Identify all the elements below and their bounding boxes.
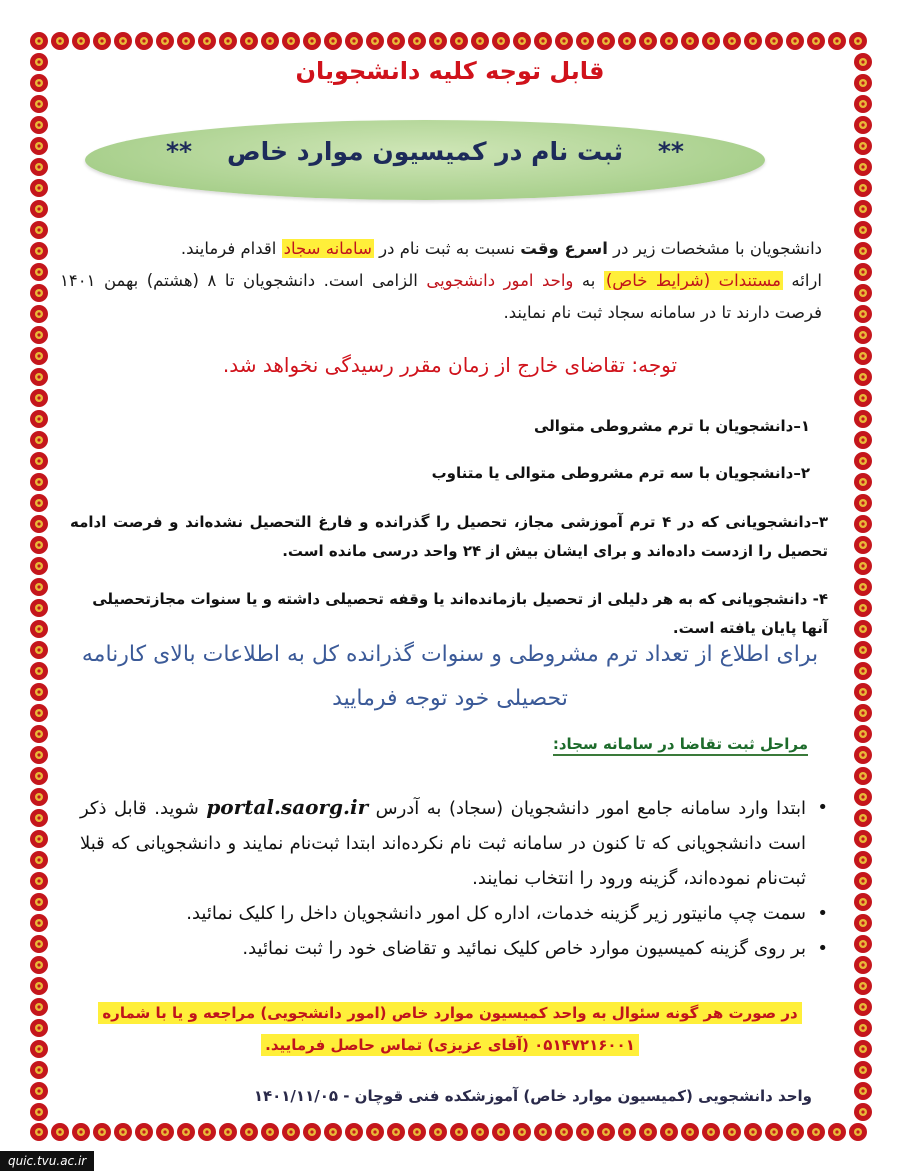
border-left <box>28 30 50 1143</box>
border-flower-icon <box>30 809 48 827</box>
border-flower-icon <box>282 1123 300 1141</box>
border-flower-icon <box>854 851 872 869</box>
border-flower-icon <box>30 389 48 407</box>
highlight-documents: مستندات (شرایط خاص) <box>605 271 781 290</box>
border-flower-icon <box>30 725 48 743</box>
border-flower-icon <box>345 1123 363 1141</box>
border-flower-icon <box>471 1123 489 1141</box>
border-flower-icon <box>303 1123 321 1141</box>
border-flower-icon <box>723 32 741 50</box>
steps-list <box>80 790 828 966</box>
intro-text: نسبت به ثبت نام در <box>373 239 521 258</box>
border-flower-icon <box>30 494 48 512</box>
border-flower-icon <box>854 74 872 92</box>
border-flower-icon <box>854 1040 872 1058</box>
border-flower-icon <box>93 1123 111 1141</box>
border-flower-icon <box>345 32 363 50</box>
border-flower-icon <box>618 32 636 50</box>
border-flower-icon <box>854 809 872 827</box>
border-flower-icon <box>854 137 872 155</box>
star-decoration: ** <box>657 137 684 166</box>
step-text: ابتدا وارد سامانه جامع امور دانشجویان (سجاد) به آدرس <box>368 798 806 819</box>
border-flower-icon <box>177 1123 195 1141</box>
border-flower-icon <box>30 452 48 470</box>
banner-title-text: ثبت نام در کمیسیون موارد خاص <box>226 137 624 166</box>
border-flower-icon <box>597 1123 615 1141</box>
border-flower-icon <box>854 914 872 932</box>
border-flower-icon <box>854 179 872 197</box>
border-flower-icon <box>30 263 48 281</box>
border-flower-icon <box>576 32 594 50</box>
criteria-item-4: ۴- دانشجویانی که به هر دلیلی از تحصیل بازمانده‌اند یا وقفه تحصیلی داشته و یا سنوات مجازتحصیلی آنها پایان یافته است. <box>92 590 828 637</box>
border-flower-icon <box>30 641 48 659</box>
border-flower-icon <box>30 347 48 365</box>
intro-text: اقدام فرمایند. <box>180 239 282 258</box>
border-flower-icon <box>854 683 872 701</box>
border-flower-icon <box>854 473 872 491</box>
border-flower-icon <box>30 998 48 1016</box>
border-flower-icon <box>30 242 48 260</box>
border-flower-icon <box>854 872 872 890</box>
border-flower-icon <box>72 32 90 50</box>
border-flower-icon <box>854 662 872 680</box>
border-flower-icon <box>450 1123 468 1141</box>
border-flower-icon <box>156 1123 174 1141</box>
border-flower-icon <box>30 305 48 323</box>
border-flower-icon <box>261 1123 279 1141</box>
border-flower-icon <box>854 578 872 596</box>
border-flower-icon <box>534 1123 552 1141</box>
border-flower-icon <box>51 1123 69 1141</box>
deadline-warning: توجه: تقاضای خارج از زمان مقرر رسیدگی نخواهد شد. <box>222 353 678 377</box>
intro-text: به <box>573 271 604 290</box>
border-flower-icon <box>30 683 48 701</box>
border-flower-icon <box>30 95 48 113</box>
steps-title: مراحل ثبت تقاضا در سامانه سجاد: <box>553 735 808 756</box>
border-flower-icon <box>765 1123 783 1141</box>
transcript-info: برای اطلاع از تعداد ترم مشروطی و سنوات گذرانده کل به اطلاعات بالای کارنامه تحصیلی خود توجه فرمایید <box>81 642 819 711</box>
border-flower-icon <box>30 74 48 92</box>
border-flower-icon <box>854 53 872 71</box>
border-flower-icon <box>30 935 48 953</box>
border-flower-icon <box>30 1103 48 1121</box>
border-flower-icon <box>854 347 872 365</box>
border-flower-icon <box>93 32 111 50</box>
border-flower-icon <box>765 32 783 50</box>
border-flower-icon <box>854 725 872 743</box>
border-flower-icon <box>618 1123 636 1141</box>
border-flower-icon <box>854 221 872 239</box>
border-flower-icon <box>324 32 342 50</box>
border-flower-icon <box>198 1123 216 1141</box>
border-flower-icon <box>660 1123 678 1141</box>
border-flower-icon <box>30 536 48 554</box>
intro-bold: اسرع وقت <box>520 239 608 258</box>
footer-signature: واحد دانشجویی (کمیسیون موارد خاص) آموزشکده فنی قوچان - ۱۴۰۱/۱۱/۰۵ <box>253 1087 812 1105</box>
step-text: سمت چپ مانیتور زیر گزینه خدمات، اداره کل امور دانشجویان داخل را کلیک نمائید. <box>186 903 806 924</box>
border-flower-icon <box>177 32 195 50</box>
border-flower-icon <box>854 158 872 176</box>
border-flower-icon <box>30 977 48 995</box>
border-flower-icon <box>513 1123 531 1141</box>
border-flower-icon <box>30 788 48 806</box>
border-flower-icon <box>72 1123 90 1141</box>
border-flower-icon <box>786 32 804 50</box>
border-flower-icon <box>854 263 872 281</box>
border-flower-icon <box>854 1019 872 1037</box>
border-flower-icon <box>30 284 48 302</box>
border-flower-icon <box>681 32 699 50</box>
border-flower-icon <box>30 326 48 344</box>
criteria-item-3: ۳–دانشجویانی که در ۴ ترم آموزشی مجاز، تحصیل را گذرانده و فارغ التحصیل نشده‌اند و فرصت ادامه تحصیل را ازدست داده‌اند و برای ایشان بیش از ۲۴ واحد درسی مانده است. <box>70 513 828 560</box>
border-flower-icon <box>219 1123 237 1141</box>
criteria-item-2: ۲–دانشجویان با سه ترم مشروطی متوالی یا متناوب <box>431 464 810 482</box>
border-flower-icon <box>854 599 872 617</box>
border-flower-icon <box>597 32 615 50</box>
border-flower-icon <box>744 1123 762 1141</box>
border-flower-icon <box>30 137 48 155</box>
border-flower-icon <box>30 620 48 638</box>
border-flower-icon <box>30 956 48 974</box>
border-flower-icon <box>198 32 216 50</box>
border-flower-icon <box>30 515 48 533</box>
highlight-sajad: سامانه سجاد <box>283 239 372 258</box>
border-flower-icon <box>30 368 48 386</box>
border-flower-icon <box>660 32 678 50</box>
border-flower-icon <box>854 452 872 470</box>
border-flower-icon <box>135 1123 153 1141</box>
step-item <box>80 931 806 966</box>
border-flower-icon <box>854 368 872 386</box>
step-item <box>80 790 806 896</box>
border-flower-icon <box>366 1123 384 1141</box>
border-flower-icon <box>534 32 552 50</box>
border-flower-icon <box>30 893 48 911</box>
border-flower-icon <box>492 1123 510 1141</box>
border-flower-icon <box>492 32 510 50</box>
border-flower-icon <box>513 32 531 50</box>
border-flower-icon <box>807 32 825 50</box>
border-flower-icon <box>30 851 48 869</box>
border-flower-icon <box>854 1061 872 1079</box>
contact-info <box>60 997 840 1061</box>
border-flower-icon <box>854 746 872 764</box>
criteria-item-1: ۱–دانشجویان با ترم مشروطی متوالی <box>533 417 810 435</box>
student-affairs-unit: واحد امور دانشجویی <box>426 271 574 290</box>
border-flower-icon <box>30 830 48 848</box>
border-flower-icon <box>303 32 321 50</box>
border-bottom <box>28 1121 874 1143</box>
border-flower-icon <box>854 95 872 113</box>
intro-text: ارائه <box>782 271 822 290</box>
border-flower-icon <box>828 1123 846 1141</box>
border-flower-icon <box>30 179 48 197</box>
border-flower-icon <box>240 1123 258 1141</box>
border-flower-icon <box>807 1123 825 1141</box>
border-flower-icon <box>30 158 48 176</box>
border-flower-icon <box>30 746 48 764</box>
border-flower-icon <box>135 32 153 50</box>
step-item <box>80 896 806 931</box>
border-flower-icon <box>854 494 872 512</box>
border-flower-icon <box>854 998 872 1016</box>
border-flower-icon <box>30 872 48 890</box>
border-flower-icon <box>854 788 872 806</box>
border-flower-icon <box>854 284 872 302</box>
border-flower-icon <box>854 326 872 344</box>
border-flower-icon <box>555 1123 573 1141</box>
border-flower-icon <box>30 473 48 491</box>
border-flower-icon <box>828 32 846 50</box>
border-flower-icon <box>854 830 872 848</box>
banner-title <box>85 137 765 166</box>
star-decoration: ** <box>165 137 193 166</box>
border-flower-icon <box>30 1019 48 1037</box>
border-flower-icon <box>854 1082 872 1100</box>
border-flower-icon <box>576 1123 594 1141</box>
border-flower-icon <box>324 1123 342 1141</box>
border-flower-icon <box>30 914 48 932</box>
border-flower-icon <box>854 431 872 449</box>
border-flower-icon <box>30 200 48 218</box>
border-flower-icon <box>471 32 489 50</box>
border-flower-icon <box>114 1123 132 1141</box>
border-flower-icon <box>114 32 132 50</box>
border-flower-icon <box>854 977 872 995</box>
border-flower-icon <box>30 53 48 71</box>
border-flower-icon <box>429 1123 447 1141</box>
border-flower-icon <box>854 620 872 638</box>
border-flower-icon <box>51 32 69 50</box>
portal-link[interactable]: portal.saorg.ir <box>206 795 369 819</box>
border-flower-icon <box>219 32 237 50</box>
border-flower-icon <box>854 1103 872 1121</box>
border-flower-icon <box>30 578 48 596</box>
border-flower-icon <box>854 305 872 323</box>
border-flower-icon <box>639 32 657 50</box>
border-flower-icon <box>261 32 279 50</box>
border-flower-icon <box>702 1123 720 1141</box>
border-flower-icon <box>366 32 384 50</box>
border-flower-icon <box>854 704 872 722</box>
announcement <box>60 55 840 1115</box>
step-text: شوید. قابل ذکر است دانشجویانی که تا کنون در سامانه ثبت نام نکرده‌اند ابتدا ثبت‌نام نمایند و دانشجویانی که قبلا ثبت‌نام نموده‌اند، گزینه ورود را انتخاب نمایند. <box>80 798 806 889</box>
border-flower-icon <box>681 1123 699 1141</box>
border-flower-icon <box>30 1061 48 1079</box>
border-flower-icon <box>30 704 48 722</box>
border-flower-icon <box>723 1123 741 1141</box>
border-flower-icon <box>30 431 48 449</box>
border-flower-icon <box>156 32 174 50</box>
border-flower-icon <box>744 32 762 50</box>
border-flower-icon <box>450 32 468 50</box>
border-flower-icon <box>854 935 872 953</box>
border-flower-icon <box>30 221 48 239</box>
border-flower-icon <box>854 557 872 575</box>
contact-line: در صورت هر گونه سئوال به واحد کمیسیون موارد خاص (امور دانشجویی) مراجعه و یا با شماره <box>98 1002 801 1024</box>
intro-paragraph <box>60 233 822 329</box>
border-flower-icon <box>30 410 48 428</box>
notice-header: قابل توجه کلیه دانشجویان <box>295 57 605 85</box>
border-flower-icon <box>30 1082 48 1100</box>
border-flower-icon <box>30 1040 48 1058</box>
border-flower-icon <box>387 1123 405 1141</box>
border-flower-icon <box>854 116 872 134</box>
border-flower-icon <box>854 410 872 428</box>
step-text: بر روی گزینه کمیسیون موارد خاص کلیک نمائید و تقاضای خود را ثبت نمائید. <box>242 938 806 959</box>
site-watermark: quic.tvu.ac.ir <box>0 1151 94 1171</box>
border-flower-icon <box>854 767 872 785</box>
border-flower-icon <box>854 641 872 659</box>
border-flower-icon <box>408 1123 426 1141</box>
border-flower-icon <box>702 32 720 50</box>
border-top <box>28 30 874 52</box>
border-flower-icon <box>854 536 872 554</box>
border-flower-icon <box>854 893 872 911</box>
border-flower-icon <box>639 1123 657 1141</box>
intro-text: الزامی است. دانشجویان تا ۸ (هشتم) بهمن ۱۴۰۱ فرصت دارند تا در سامانه سجاد ثبت نام نمایند. <box>60 271 822 322</box>
border-flower-icon <box>30 662 48 680</box>
border-flower-icon <box>408 32 426 50</box>
border-flower-icon <box>786 1123 804 1141</box>
border-flower-icon <box>854 956 872 974</box>
border-flower-icon <box>30 767 48 785</box>
border-flower-icon <box>30 599 48 617</box>
border-right <box>852 30 874 1143</box>
intro-text: دانشجویان با مشخصات زیر در <box>607 239 822 258</box>
border-flower-icon <box>854 200 872 218</box>
border-flower-icon <box>854 242 872 260</box>
border-flower-icon <box>854 515 872 533</box>
border-flower-icon <box>555 32 573 50</box>
border-flower-icon <box>282 32 300 50</box>
border-flower-icon <box>429 32 447 50</box>
border-flower-icon <box>240 32 258 50</box>
border-flower-icon <box>30 116 48 134</box>
border-flower-icon <box>854 389 872 407</box>
border-flower-icon <box>30 557 48 575</box>
contact-line: ۰۵۱۴۷۲۱۶۰۰۱ (آقای عزیزی) تماس حاصل فرمایید. <box>261 1034 639 1056</box>
border-flower-icon <box>387 32 405 50</box>
